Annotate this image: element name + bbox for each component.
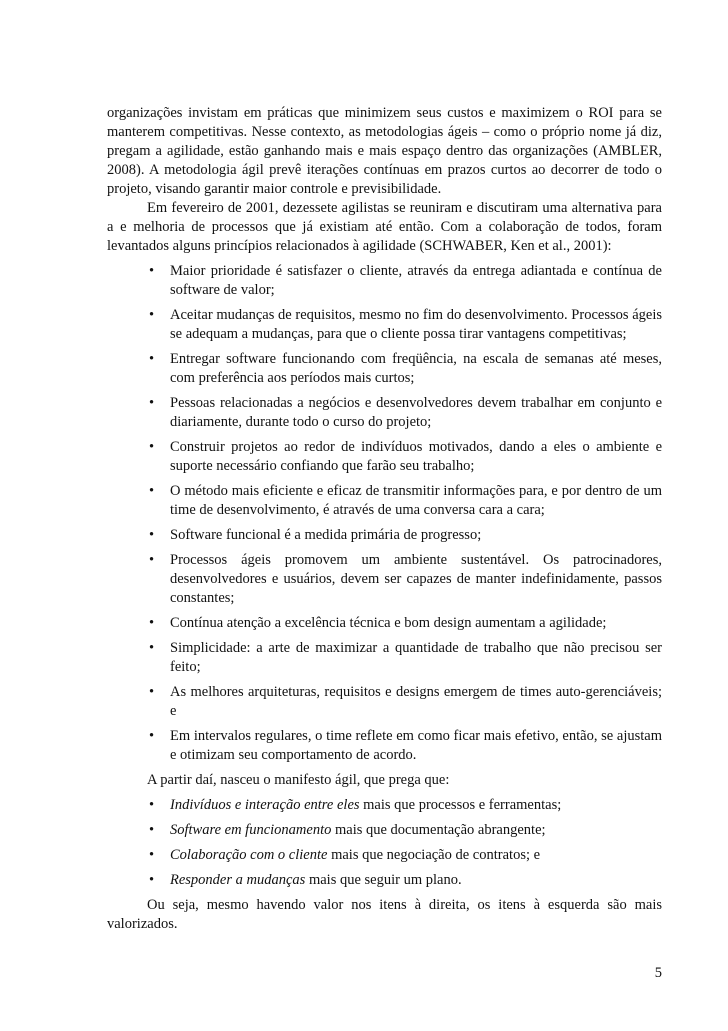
list-item <box>107 438 662 476</box>
bullet-icon: • <box>149 728 155 744</box>
list-item-text: Aceitar mudanças de requisitos, mesmo no fim do desenvolvimento. Processos ágeis se adequam a mudanças, para que o cliente possa tirar vantagens competitivas; <box>170 307 662 342</box>
paragraph-continuation: organizações invistam em práticas que minimizem seus custos e maximizem o ROI para se manterem competitivas. Nesse contexto, as metodologias ágeis – como o próprio nome já diz, pregam a agilidade, estão ganhando mais e mais espaço dentro das organizações (AMBLER, 2008). A metodologia ágil prevê iterações contínuas em prazos curtos ao decorrer de todo o projeto, visando garantir maior controle e previsibilidade. <box>107 105 662 197</box>
list-item-text: Contínua atenção a excelência técnica e bom design aumentam a agilidade; <box>170 615 607 631</box>
list-item-text: Software funcional é a medida primária de progresso; <box>170 527 482 543</box>
list-item-text: Simplicidade: a arte de maximizar a quantidade de trabalho que não precisou ser feito; <box>170 640 662 675</box>
list-item <box>107 639 662 677</box>
list-item <box>107 727 662 765</box>
list-item <box>107 262 662 300</box>
bullet-icon: • <box>149 307 155 323</box>
list-item-text: Em intervalos regulares, o time reflete em como ficar mais efetivo, então, se ajustam e otimizam seu comportamento de acordo. <box>170 728 662 763</box>
manifesto-emphasis: Responder a mudanças <box>170 872 306 888</box>
bullet-icon: • <box>149 615 155 631</box>
bullet-icon: • <box>149 395 155 411</box>
bullet-icon: • <box>149 797 155 813</box>
list-item <box>107 551 662 608</box>
list-item <box>107 796 662 815</box>
list-item-text: Entregar software funcionando com freqüência, na escala de semanas até meses, com preferência aos períodos mais curtos; <box>170 351 662 386</box>
bullet-icon: • <box>149 684 155 700</box>
manifesto-emphasis: Colaboração com o cliente <box>170 847 328 863</box>
list-item <box>107 394 662 432</box>
list-item-text: As melhores arquiteturas, requisitos e designs emergem de times auto-gerenciáveis; e <box>170 684 662 719</box>
bullet-icon: • <box>149 263 155 279</box>
manifesto-rest: mais que documentação abrangente; <box>331 822 546 838</box>
principles-list <box>107 262 662 765</box>
manifesto-rest: mais que seguir um plano. <box>305 872 462 888</box>
bullet-icon: • <box>149 640 155 656</box>
bullet-icon: • <box>149 439 155 455</box>
list-item <box>107 821 662 840</box>
bullet-icon: • <box>149 872 155 888</box>
manifesto-list <box>107 796 662 890</box>
manifesto-emphasis: Indivíduos e interação entre eles <box>170 797 360 813</box>
list-item <box>107 350 662 388</box>
paragraph-history: Em fevereiro de 2001, dezessete agilistas se reuniram e discutiram uma alternativa para a e melhoria de processos que já existiam até então. Com a colaboração de todos, foram levantados alguns princípios relacionados à agilidade (SCHWABER, Ken et al., 2001): <box>107 200 662 254</box>
bullet-icon: • <box>149 483 155 499</box>
list-item <box>107 306 662 344</box>
manifesto-rest: mais que negociação de contratos; e <box>327 847 541 863</box>
bullet-icon: • <box>149 847 155 863</box>
manifesto-emphasis: Software em funcionamento <box>170 822 332 838</box>
list-item-text: Construir projetos ao redor de indivíduos motivados, dando a eles o ambiente e suporte necessário confiando que farão seu trabalho; <box>170 439 662 474</box>
list-item-text: Processos ágeis promovem um ambiente sustentável. Os patrocinadores, desenvolvedores e usuários, devem ser capazes de manter indefinidamente, passos constantes; <box>170 552 662 606</box>
bullet-icon: • <box>149 527 155 543</box>
bullet-icon: • <box>149 351 155 367</box>
paragraph-conclusion: Ou seja, mesmo havendo valor nos itens à direita, os itens à esquerda são mais valorizados. <box>107 897 662 932</box>
manifesto-rest: mais que processos e ferramentas; <box>359 797 562 813</box>
bullet-icon: • <box>149 822 155 838</box>
list-item-text: O método mais eficiente e eficaz de transmitir informações para, e por dentro de um time de desenvolvimento, é através de uma conversa cara a cara; <box>170 483 662 518</box>
list-item <box>107 846 662 865</box>
page-body <box>107 104 662 934</box>
list-item <box>107 614 662 633</box>
bullet-icon: • <box>149 552 155 568</box>
manifesto-intro: A partir daí, nasceu o manifesto ágil, que prega que: <box>147 772 450 788</box>
page-number: 5 <box>654 965 662 981</box>
list-item <box>107 871 662 890</box>
list-item-text: Pessoas relacionadas a negócios e desenvolvedores devem trabalhar em conjunto e diariamente, durante todo o curso do projeto; <box>170 395 662 430</box>
list-item <box>107 683 662 721</box>
list-item-text: Maior prioridade é satisfazer o cliente, através da entrega adiantada e contínua de software de valor; <box>170 263 662 298</box>
list-item <box>107 482 662 520</box>
list-item <box>107 526 662 545</box>
